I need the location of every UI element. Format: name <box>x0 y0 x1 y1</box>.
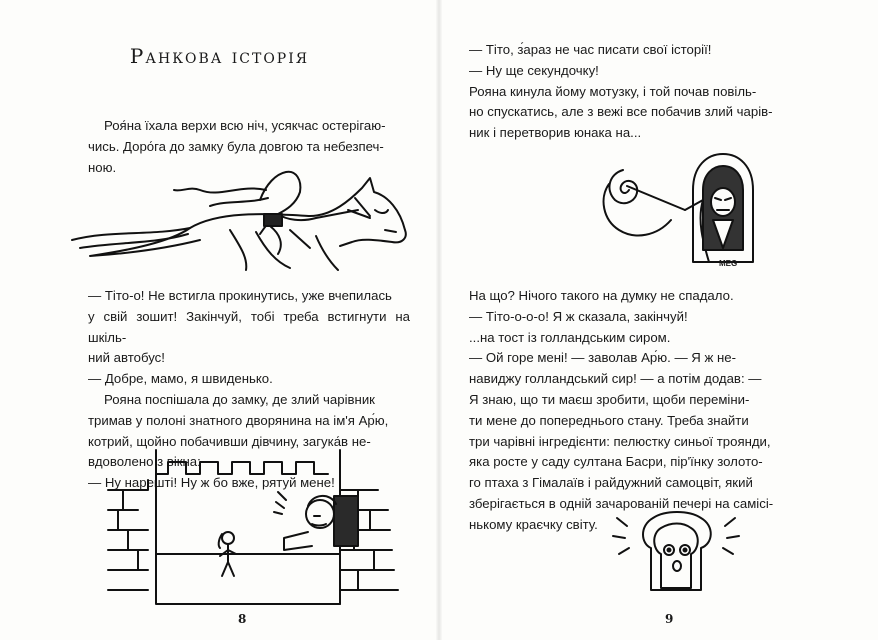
paragraph: На що? Нічого такого на думку не спадало. <box>469 288 734 303</box>
paragraph: яка росте у саду султана Басри, пір'їнку золото- <box>469 454 763 470</box>
paragraph: ний автобус! <box>88 350 165 366</box>
paragraph: ти мене до попереднього стану. Треба знайти <box>469 412 749 428</box>
illustrator-signature: MEG <box>719 259 738 268</box>
paragraph: но спускатись, але з вежі все побачив злий чарів- <box>469 104 773 120</box>
paragraph: котрий, щойно побачивши дівчину, загука́в не- <box>88 433 371 449</box>
paragraph: — Тіто-о-о-о! Я ж сказала, закінчуй! <box>469 308 688 324</box>
right-page <box>439 0 878 640</box>
page-number-right: 9 <box>665 612 674 626</box>
right-text-block-1 <box>469 40 791 144</box>
paragraph: Рояна поспішала до замку, де злий чарівник <box>104 391 375 407</box>
horse-rider-illustration <box>70 170 410 275</box>
paragraph: тримав у полоні знатного дворянина на ім'я Ар́ю, <box>88 412 389 428</box>
paragraph: — Тіто, з́араз не час писати свої історії! <box>469 42 712 57</box>
toast-illustration <box>611 508 741 598</box>
paragraph: Роя́на їхала верхи всю ніч, усякчас остерігаю- <box>104 118 386 133</box>
paragraph: — Ой горе мені! — заволав Ар́ю. — Я ж не- <box>469 350 736 366</box>
paragraph: Я знаю, що ти маєш зробити, щоби переміни- <box>469 391 750 407</box>
chapter-title: Ранкова історія <box>129 44 310 68</box>
paragraph: — Тіто-о! Не встигла прокинутись, уже вчепилась <box>88 288 392 303</box>
paragraph: — Ну ще секундочку! <box>469 62 599 78</box>
paragraph: навиджу голландський сир! — а потім додав: — <box>469 371 762 387</box>
paragraph: ...на тост із голландським сиром. <box>469 329 671 345</box>
paragraph: — Ну нарешті! Ну ж бо вже, рятуй мене! <box>88 475 335 491</box>
paragraph: Рояна кинула йому мотузку, і той почав повіль- <box>469 83 757 99</box>
paragraph: го птаха з Гімалаїв і райдужний самоцвіт, який <box>469 475 753 491</box>
paragraph: чись. Доро́га до замку була довгою та небезпеч- <box>88 138 384 154</box>
page-number-left: 8 <box>238 612 247 626</box>
paragraph: нькому краєчку світу. <box>469 516 598 532</box>
paragraph: ною. <box>88 159 117 175</box>
castle-tower-illustration <box>108 450 408 610</box>
paragraph: у свій зошит! Закінчуй, тобі треба встигнути на шкіль- <box>88 308 410 345</box>
paragraph: три чарівні інгредієнти: пелюстку синьої троянди, <box>469 433 771 449</box>
paragraph: вдоволено з вікна: <box>88 454 201 470</box>
paragraph: ник і перетворив юнака на... <box>469 125 642 141</box>
paragraph: — Добре, мамо, я швиденько. <box>88 371 273 387</box>
wizard-illustration <box>589 150 759 270</box>
paragraph: зберігається в одній зачарованій печері на самісі- <box>469 495 774 511</box>
right-text-block-2 <box>469 286 791 536</box>
